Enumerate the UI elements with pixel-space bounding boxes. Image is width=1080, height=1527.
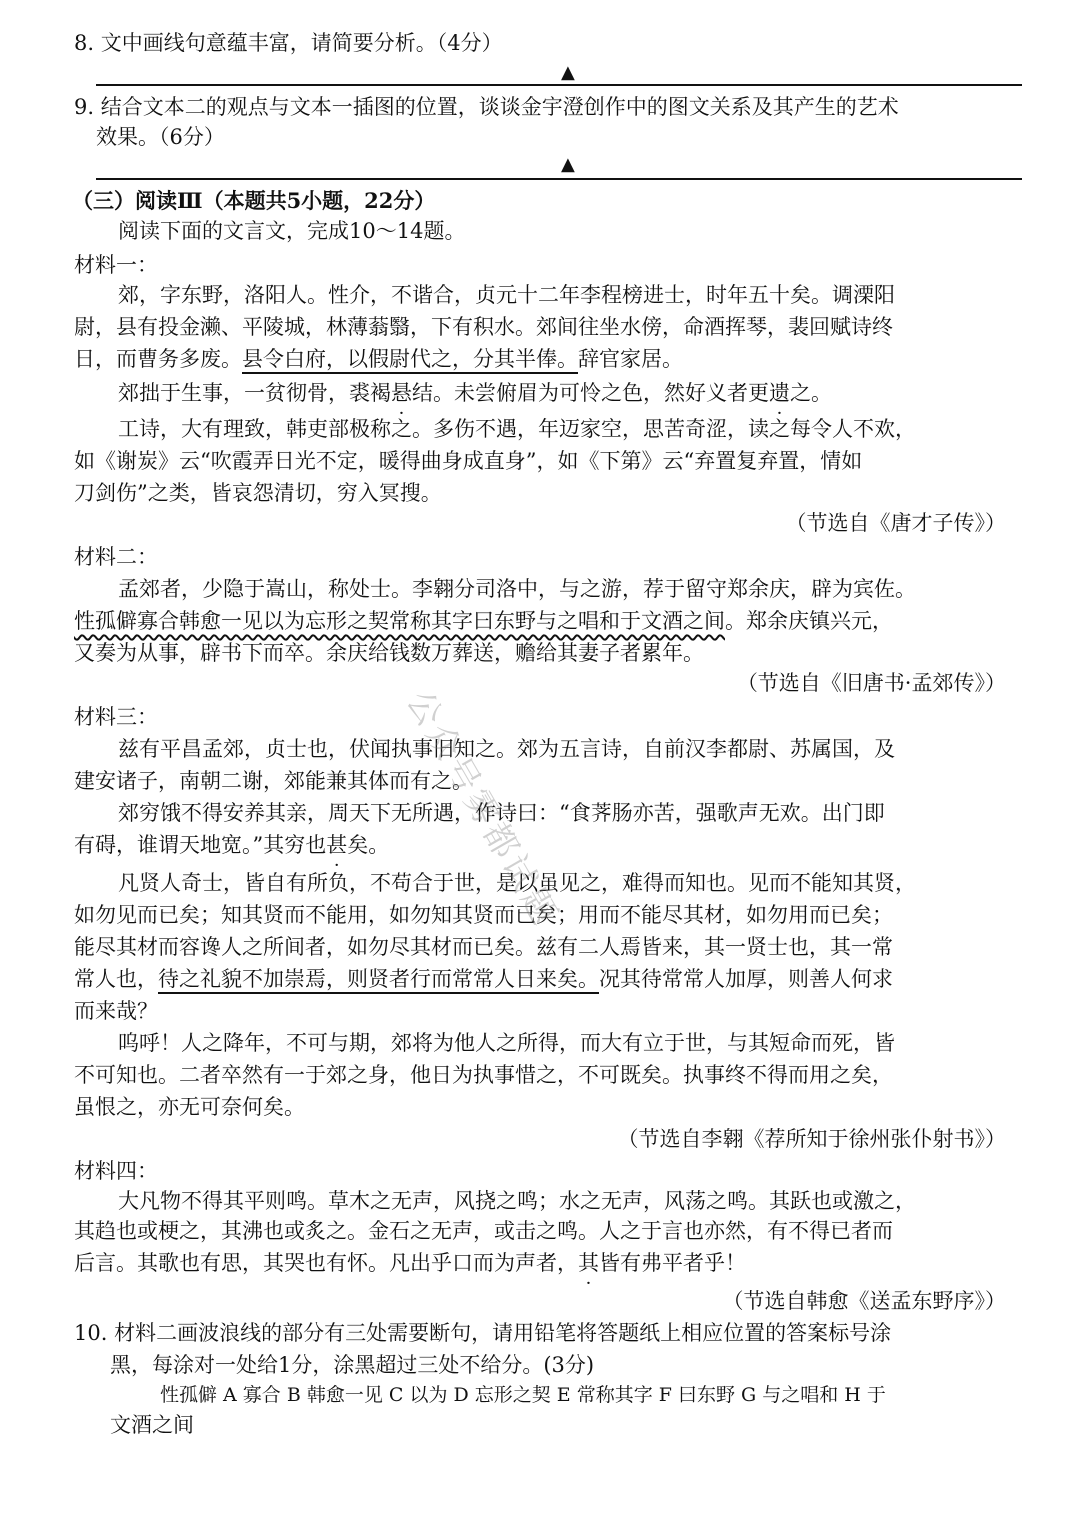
answer-marker-icon: ▲ [561,62,575,83]
material-3-line: 郊穷饿不得安养其亲，周天下无所遇，作诗曰：“食荠肠亦苦，强歌声无欢。出门即 [118,801,885,825]
emphasis-char: 甚 [326,833,348,857]
material-3-label: 材料三： [74,705,158,729]
question-10-line2: 黑，每涂对一处给1分，涂黑超过三处不给分。(3分) [110,1353,595,1377]
material-1-line: 尉，县有投金濑、平陵城，林薄蓊翳，下有积水。郊间往坐水傍，命酒挥琴，裴回赋诗终 [74,315,893,339]
material-3-line: 建安诸子，南朝二谢，郊能兼其体而有之。 [74,769,473,793]
question-10-line1: 10. 材料二画波浪线的部分有三处需要断句，请用铅笔将答题纸上相应位置的答案标号涂 [74,1321,892,1345]
text-span: 况其待常常人加厚，则善人何求 [599,967,893,991]
text-span: 日，而曹务多废。 [74,347,242,371]
material-3-line [74,964,893,994]
text-span: 之。 [790,381,832,405]
material-1-source: （节选自《唐才子传》） [785,511,1006,535]
watermark: 公众号雾都试题 [398,684,567,935]
material-1-line [74,344,683,374]
answer-line-q8[interactable] [96,84,1022,86]
text-span: 结。未尝俯眉为可怜之色，然好义者更 [412,381,769,405]
material-2-line: 又奏为从事，辟书下而卒。余庆给钱数万葬送，赡给其妻子者累年。 [74,641,704,665]
material-2-line: 孟郊者，少隐于嵩山，称处士。李翱分司洛中，与之游，荐于留守郑余庆，辟为宾佐。 [118,577,916,601]
underlined-sentence: 待之礼貌不加崇焉，则贤者行而常常人日来矣。 [158,967,599,994]
material-1-label: 材料一： [74,253,158,277]
material-3-line: 虽恨之，亦无可奈何矣。 [74,1095,305,1119]
underlined-sentence: 县令白府，以假尉代之，分其半俸。 [242,347,578,374]
answer-line-q9[interactable] [96,178,1022,180]
material-4-line: 其趋也或梗之，其沸也或炙之。金石之无声，或击之鸣。人之于言也亦然，有不得已者而 [74,1219,893,1243]
answer-marker-icon: ▲ [561,154,575,175]
material-1-line: 郊，字东野，洛阳人。性介，不谐合，贞元十二年李程榜进士，时年五十矣。调溧阳 [118,283,895,307]
question-9-line2: 效果。（6分） [96,125,225,149]
section-instruction: 阅读下面的文言文，完成10～14题。 [118,219,466,243]
emphasis-char: 其 [578,1251,599,1275]
material-3-line: 而来哉？ [74,999,158,1023]
material-2-line [74,606,893,636]
material-3-line: 凡贤人奇士，皆自有所负，不苟合于世，是以虽见之，难得而知也。见而不能知其贤， [118,871,916,895]
question-8: 8. 文中画线句意蕴丰富，请简要分析。（4分） [74,31,503,55]
material-3-line [74,830,389,860]
material-1-line: 工诗，大有理致，韩吏部极称之。多伤不遇，年迈家空，思苦奇涩，读之每令人不欢， [118,417,916,441]
material-4-source: （节选自韩愈《送孟东野序》） [722,1289,1006,1313]
text-span: 有碍，谁谓天地宽。”其穷也 [74,833,327,857]
text-span: 郊拙于生事，一贫彻骨，裘褐 [118,381,391,405]
material-3-line: 如勿见而已矣；知其贤而不能用，如勿知其贤而已矣；用而不能尽其材，如勿用而已矣； [74,903,893,927]
section-heading: （三）阅读Ⅲ（本题共5小题，22分） [72,188,436,213]
material-1-line: 如《谢炭》云“吹霞弄日光不定，暖得曲身成直身”，如《下第》云“弃置复弃置，情如 [74,449,863,473]
question-9-line1: 9. 结合文本二的观点与文本一插图的位置，谈谈金宇澄创作中的图文关系及其产生的艺术 [74,95,899,119]
material-3-line: 兹有平昌孟郊，贞士也，伏闻执事旧知之。郊为五言诗，自前汉李都尉、苏属国，及 [118,737,895,761]
material-4-line: 大凡物不得其平则鸣。草木之无声，风挠之鸣；水之无声，风荡之鸣。其跃也或激之， [118,1189,916,1213]
emphasis-char: 遗 [769,381,790,405]
material-1-line [118,378,832,408]
emphasis-char: 悬 [391,381,412,405]
text-span: 皆有弗平者乎！ [599,1251,746,1275]
material-4-label: 材料四： [74,1159,158,1183]
text-span: 矣。 [347,833,390,857]
material-3-line: 不可知也。二者卒然有一于郊之身，他日为执事惜之，不可既矣。执事终不得而用之矣， [74,1063,893,1087]
material-1-line: 刀剑伤”之类，皆哀怨清切，穷入冥搜。 [74,481,442,505]
material-3-line: 呜呼！人之降年，不可与期，郊将为他人之所得，而大有立于世，与其短命而死，皆 [118,1031,895,1055]
question-10-options: 文酒之间 [110,1413,194,1437]
material-4-line [74,1248,746,1278]
material-2-source: （节选自《旧唐书·孟郊传》） [736,671,1006,695]
text-span: 常人也， [74,967,158,991]
text-span: 辞官家居。 [578,347,683,371]
material-3-source: （节选自李翱《荐所知于徐州张仆射书》） [617,1127,1006,1151]
wavy-underlined-passage: 性孤僻寡合韩愈一见以为忘形之契常称其字曰东野与之唱和于文酒之间 [74,609,725,633]
material-3-line: 能尽其材而容谗人之所间者，如勿尽其材而已矣。兹有二人焉皆来，其一贤士也，其一常 [74,935,893,959]
question-10-options: 性孤僻 A 寡合 B 韩愈一见 C 以为 D 忘形之契 E 常称其字 F 曰东野 G 与之唱和 H 于 [160,1384,886,1406]
material-2-label: 材料二： [74,545,158,569]
text-span: 。郑余庆镇兴元， [725,609,893,633]
text-span: 后言。其歌也有思，其哭也有怀。凡出乎口而为声者， [74,1251,578,1275]
